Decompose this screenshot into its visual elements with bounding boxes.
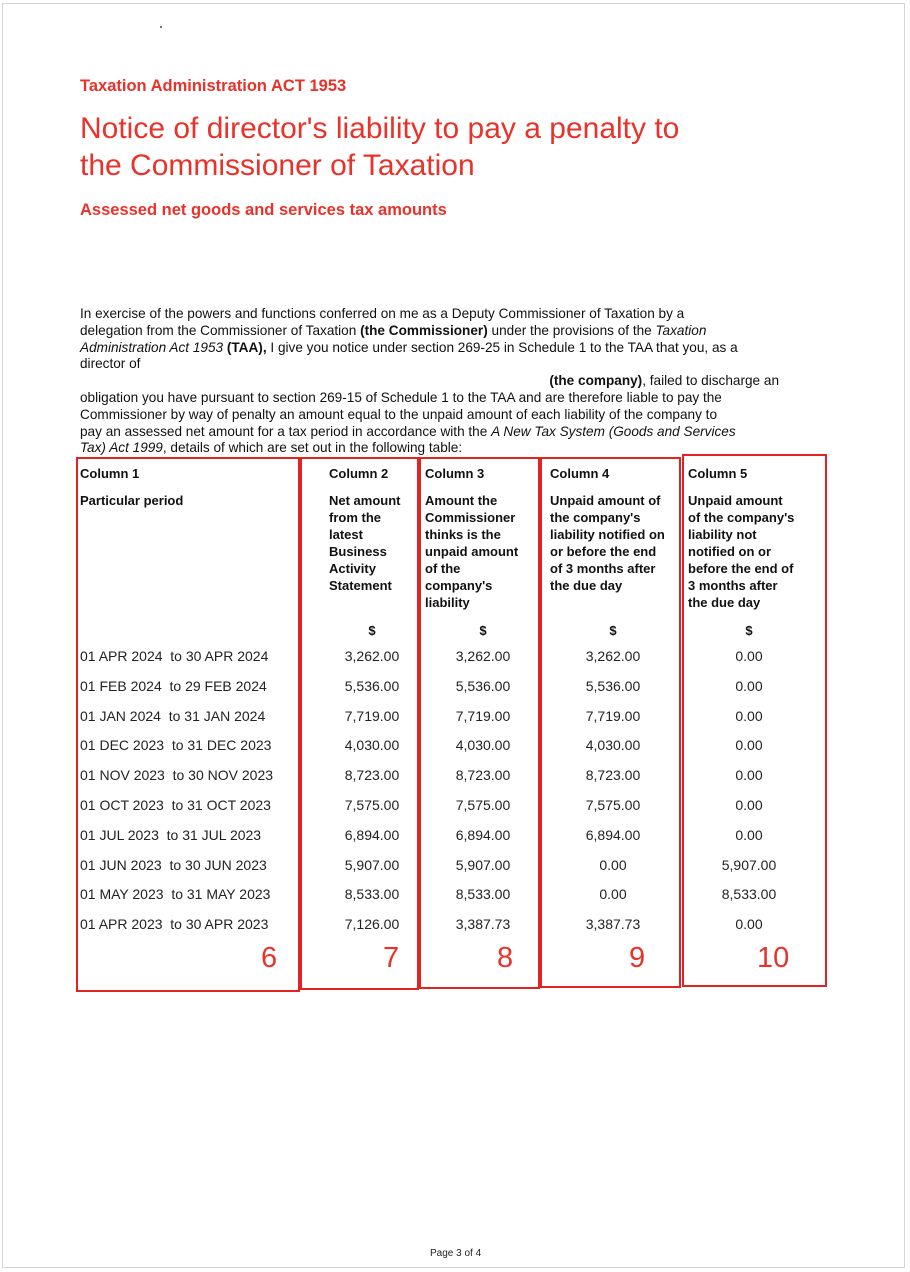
row-period: 01 FEB 2024 to 29 FEB 2024 <box>80 677 267 694</box>
intro-text: pay an assessed net amount for a tax period in accordance with the <box>80 423 492 439</box>
row-amount-column-2: 7,719.00 <box>344 707 400 724</box>
currency-unit: $ <box>609 623 617 638</box>
intro-line <box>80 323 792 340</box>
page-number: Page 3 of 4 <box>430 1248 482 1259</box>
column-label: Column 5 <box>688 466 748 481</box>
row-amount-column-5: 0.00 <box>735 677 763 694</box>
row-amount-column-3: 7,719.00 <box>455 707 511 724</box>
notice-title <box>80 110 840 184</box>
row-amount-column-4: 4,030.00 <box>585 737 641 754</box>
row-amount-column-2: 8,723.00 <box>344 767 400 784</box>
company-term: (the company) <box>549 373 643 389</box>
row-period: 01 OCT 2023 to 31 OCT 2023 <box>80 797 271 813</box>
row-amount-column-2: 6,894.00 <box>344 826 400 843</box>
row-amount-column-3: 3,387.73 <box>455 916 511 933</box>
currency-unit: $ <box>368 623 376 638</box>
column-label: Column 1 <box>80 466 140 481</box>
annotation-number: 10 <box>757 942 790 974</box>
row-amount-column-2: 5,907.00 <box>344 856 400 873</box>
title-line-1: Notice of director's liability to pay a penalty to <box>80 112 680 145</box>
column-description: Amount the Commissioner thinks is the unpaid amount of the company's liability <box>425 493 519 610</box>
row-period: 01 JUN 2023 to 30 JUN 2023 <box>80 856 267 873</box>
annotation-box-9 <box>540 457 681 988</box>
column-label: Column 4 <box>550 466 610 481</box>
row-amount-column-2: 7,126.00 <box>344 916 400 933</box>
intro-text: , failed to discharge an <box>642 373 779 389</box>
row-amount-column-3: 8,533.00 <box>455 886 511 903</box>
currency-unit: $ <box>745 623 753 638</box>
intro-line <box>80 373 792 390</box>
annotation-number: 7 <box>383 942 400 974</box>
row-amount-column-4: 3,387.73 <box>585 916 641 933</box>
row-amount-column-4: 5,536.00 <box>585 677 641 694</box>
column-description: Unpaid amount of the company's liability notified on or before the end of 3 months after the due day <box>550 493 665 593</box>
annotation-number: 9 <box>629 942 646 974</box>
annotation-box-6 <box>76 457 300 992</box>
intro-line <box>80 340 792 357</box>
annotation-number: 8 <box>497 942 514 974</box>
row-period: 01 JUL 2023 to 31 JUL 2023 <box>80 826 262 843</box>
column-label: Column 2 <box>329 466 389 481</box>
row-amount-column-4: 7,575.00 <box>585 797 641 813</box>
row-amount-column-4: 7,719.00 <box>585 707 641 724</box>
row-amount-column-2: 4,030.00 <box>344 737 400 754</box>
row-amount-column-3: 6,894.00 <box>455 826 511 843</box>
row-amount-column-3: 7,575.00 <box>455 797 511 813</box>
commissioner-term: (the Commissioner) <box>360 322 488 338</box>
row-amount-column-3: 5,907.00 <box>455 856 511 873</box>
intro-line: obligation you have pursuant to section 269-15 of Schedule 1 to the TAA and are therefore liable to pay the <box>80 389 722 405</box>
column-description: Unpaid amount of the company's liability not notified on or before the end of 3 months after the due day <box>688 493 795 610</box>
row-amount-column-4: 3,262.00 <box>585 648 641 664</box>
currency-unit: $ <box>479 623 487 638</box>
annotation-box-10 <box>682 454 827 987</box>
row-amount-column-5: 8,533.00 <box>721 886 777 903</box>
row-amount-column-2: 5,536.00 <box>344 677 400 694</box>
row-amount-column-4: 8,723.00 <box>585 767 641 784</box>
row-amount-column-5: 0.00 <box>735 826 763 843</box>
intro-line: Commissioner by way of penalty an amount equal to the unpaid amount of each liability of the company to <box>80 406 718 422</box>
annotation-box-8 <box>419 457 540 989</box>
intro-line: In exercise of the powers and functions conferred on me as a Deputy Commissioner of Taxation by a <box>80 306 685 321</box>
row-period: 01 APR 2024 to 30 APR 2024 <box>80 648 269 664</box>
row-amount-column-4: 6,894.00 <box>585 826 641 843</box>
intro-text: I give you notice under section 269-25 in Schedule 1 to the TAA that you, as a <box>266 339 738 355</box>
row-amount-column-5: 0.00 <box>735 797 763 813</box>
row-amount-column-3: 4,030.00 <box>455 737 511 754</box>
act-name: A New Tax System (Goods and Services <box>491 423 736 439</box>
intro-paragraph <box>80 306 792 457</box>
row-amount-column-2: 8,533.00 <box>344 886 400 903</box>
intro-text: delegation from the Commissioner of Taxation <box>80 322 361 338</box>
column-description: Net amount from the latest Business Activity Statement <box>329 493 401 593</box>
intro-text: , details of which are set out in the following table: <box>162 440 463 456</box>
intro-line <box>80 424 792 441</box>
row-amount-column-5: 0.00 <box>735 737 763 754</box>
row-amount-column-4: 0.00 <box>599 886 627 903</box>
column-label: Column 3 <box>425 466 485 481</box>
row-period: 01 JAN 2024 to 31 JAN 2024 <box>80 707 266 724</box>
row-amount-column-4: 0.00 <box>599 856 627 873</box>
row-period: 01 NOV 2023 to 30 NOV 2023 <box>80 767 274 784</box>
title-line-2: the Commissioner of Taxation <box>80 149 475 182</box>
intro-line: director of <box>80 356 141 372</box>
row-period: 01 DEC 2023 to 31 DEC 2023 <box>80 737 272 754</box>
row-amount-column-5: 0.00 <box>735 767 763 784</box>
act-name: Administration Act 1953 <box>80 339 224 355</box>
row-amount-column-3: 3,262.00 <box>455 648 511 664</box>
annotation-box-7 <box>300 457 419 990</box>
row-amount-column-5: 0.00 <box>735 648 763 664</box>
row-amount-column-5: 0.00 <box>735 916 763 933</box>
scan-speck <box>160 26 162 28</box>
row-amount-column-3: 5,536.00 <box>455 677 511 694</box>
row-amount-column-3: 8,723.00 <box>455 767 511 784</box>
column-description: Particular period <box>80 493 184 508</box>
row-amount-column-5: 5,907.00 <box>721 856 777 873</box>
row-amount-column-2: 7,575.00 <box>344 797 400 813</box>
annotation-number: 6 <box>261 942 278 974</box>
row-period: 01 APR 2023 to 30 APR 2023 <box>80 916 269 933</box>
act-heading: Taxation Administration ACT 1953 <box>80 77 347 95</box>
intro-text: under the provisions of the <box>487 322 656 338</box>
notice-subtitle: Assessed net goods and services tax amounts <box>80 201 447 219</box>
row-period: 01 MAY 2023 to 31 MAY 2023 <box>80 886 271 903</box>
act-name: Tax) Act 1999 <box>80 440 163 456</box>
row-amount-column-2: 3,262.00 <box>344 648 400 664</box>
row-amount-column-5: 0.00 <box>735 707 763 724</box>
taa-term: (TAA), <box>223 339 267 355</box>
act-name: Taxation <box>655 322 707 338</box>
